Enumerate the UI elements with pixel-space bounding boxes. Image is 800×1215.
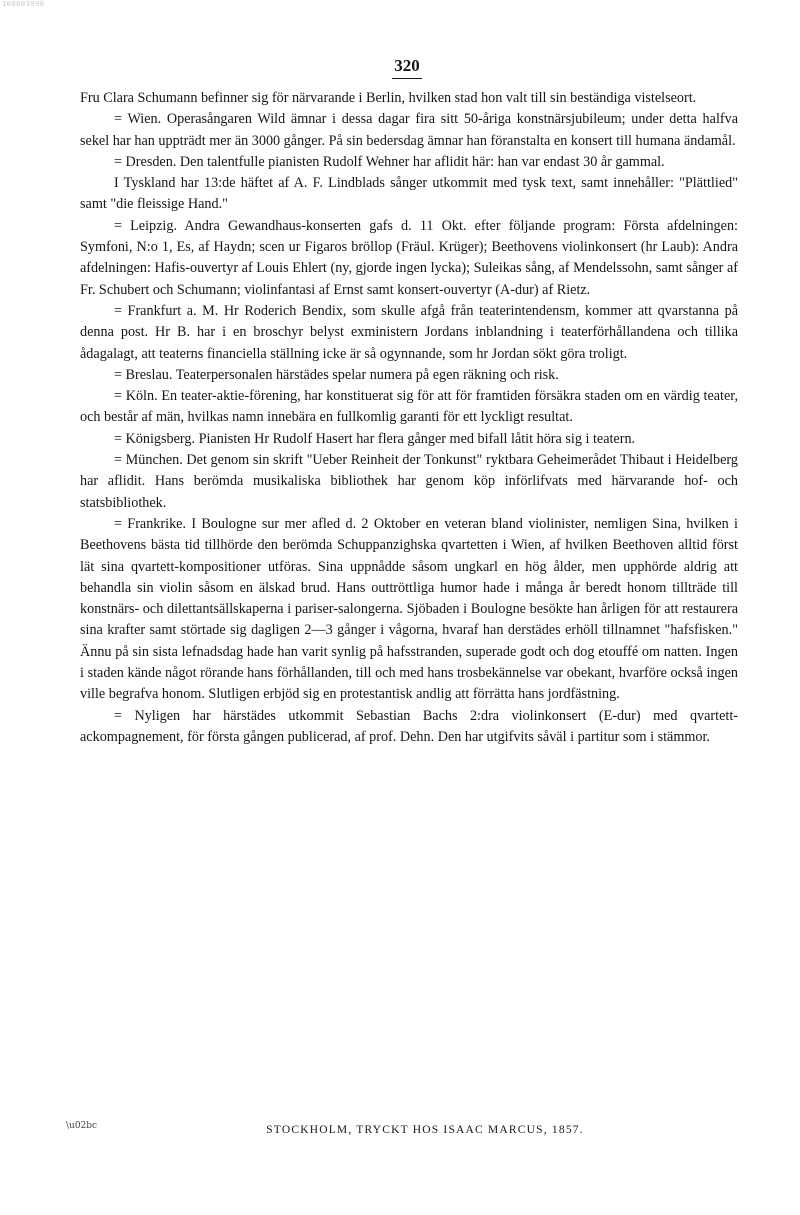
paragraph-dresden: = Dresden. Den talentfulle pianisten Rudolf Wehner har aflidit här: han var endast 30 år gammal. (114, 153, 665, 170)
page-number: 320 (392, 56, 422, 79)
paragraph-clara-schumann: Fru Clara Schumann befinner sig för närvarande i Berlin, hvilken stad hon valt till sin beständiga vistelseort. (80, 90, 697, 106)
paragraph-breslau: = Breslau. Teaterpersonalen härstädes spelar numera på egen räkning och risk. (114, 366, 559, 383)
paragraph-bach-konsert: = Nyligen har härstädes utkommit Sebastian Bachs 2:dra violinkonsert (E-dur) med qvartett-ackompagnement, för första gången publicerad, af prof. Dehn. Den har utgifvits såväl i partitur som i stämmor. (80, 707, 738, 745)
paragraph-munchen: = München. Det genom sin skrift "Ueber Reinheit der Tonkunst" ryktbara Geheimerådet Thibaut i Heidelberg har aflidit. Hans berömda musikaliska bibliothek har genom köp införlifvats med härvarande hof- och statsbibliothek. (80, 452, 738, 511)
margin-mark: \u02bc (66, 1121, 98, 1131)
paragraph-frankrike: = Frankrike. I Boulogne sur mer afled d. 2 Oktober en veteran bland violinister, nemligen Sina, hvilken i Beethovens bästa tid tillhörde den berömda Schuppanzighska qvartetten i Wien, af hvilken Beethoven alltid först lät sina qvartett-kompositioner utföras. Sina uppnådde såsom ungkarl en hög ålder, men upphörde aldrig att behandla sin violin såsom en älskad brud. Hans outtröttliga humor hade i många år beredt honom tillträde till konstnärs- och dilettantsällskaperna i pariser-salongerna. Sjöbaden i Boulogne besökte han årligen för att restaurera sina krafter samt störtade sig dagligen 2—3 gånger i vågorna, hvaraf han derstädes erhöll tillnamnet "hafsfisken." Ännu på sin sista lefnadsdag hade han varit synlig på hafsstranden, superade godt och dog etouffé om natten. Ingen i staden kände något rörande hans förhållanden, till och med hans trosbekännelse var obekant, hvarföre också ingen ville begrafva honom. Slutligen erbjöd sig en protestantisk andlig att förrätta hans jordfästning. (80, 515, 738, 703)
article-body (80, 88, 738, 748)
page-number-wrap (0, 56, 800, 79)
paragraph-frankfurt: = Frankfurt a. M. Hr Roderich Bendix, som skulle afgå från teaterintendensm, kommer att qvarstanna på denna post. Hr B. har i en broschyr belyst exministern Jordans inblandning i teaterförhållandena och tillika ådagalagt, att teaterns financiella ställning icke är så ogynnande, som hr Jordan sökt göra troligt. (80, 302, 738, 362)
paragraph-konigsberg: = Königsberg. Pianisten Hr Rudolf Hasert har flera gånger med bifall låtit höra sig i teatern. (114, 430, 636, 447)
archive-stamp: 100003990 (2, 0, 45, 8)
imprint-wrap (0, 1124, 800, 1136)
paragraph-wien: = Wien. Operasångaren Wild ämnar i dessa dagar fira sitt 50-åriga konstnärsjubileum; under detta halfva sekel har han uppträdt mer än 3000 gånger. På sin bedersdag ämnar han föranstalta en konsert till humana ändamål. (80, 111, 738, 149)
paragraph-leipzig: = Leipzig. Andra Gewandhaus-konserten gafs d. 11 Okt. efter följande program: Första afdelningen: Symfoni, N:o 1, Es, af Haydn; scen ur Figaros bröllop (Fräul. Krüger); Beethovens violinkonsert (hr Laub): Andra afdelningen: Hafis-ouvertyr af Louis Ehlert (ny, gjorde ingen lycka); Suleikas sång, af Mendelssohn, samt sånger af Fr. Schubert och Schumann; violinfantasi af Ernst samt konsert-ouvertyr (A-dur) af Rietz. (80, 217, 738, 298)
paragraph-tyskland: I Tyskland har 13:de häftet af A. F. Lindblads sånger utkommit med tysk text, samt innehåller: "Plättlied" samt "die fleissige Hand." (80, 175, 738, 213)
imprint: STOCKHOLM, TRYCKT HOS ISAAC MARCUS, 1857. (266, 1124, 584, 1136)
paragraph-koln: = Köln. En teater-aktie-förening, har konstituerat sig för att för framtiden försäkra staden om en värdig teater, och består af män, hvilkas namn innebära en fullkomlig garanti för ett lyckligt resultat. (80, 388, 738, 426)
